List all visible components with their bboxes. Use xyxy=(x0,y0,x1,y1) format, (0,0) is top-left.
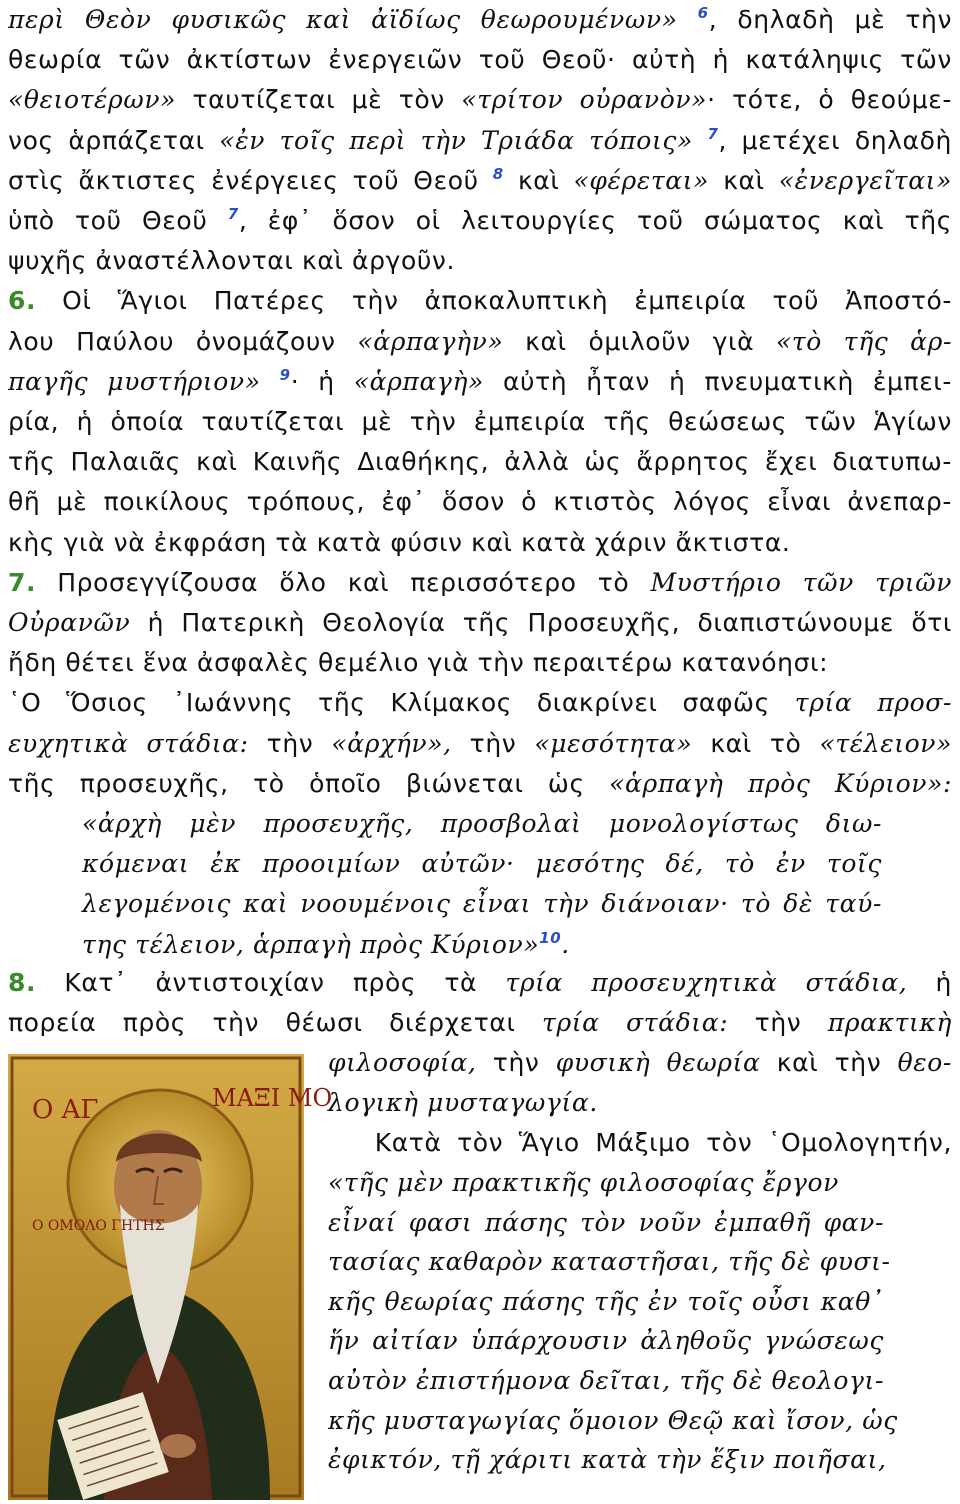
body-text-line-16: Οὐρανῶν ἡ Πατερικὴ Θεολογία τῆς Προσευχῆς, διαπιστώνουμε ὅτι xyxy=(8,608,952,637)
body-text-line-15: 7. Προσεγγίζουσα ὅλο καὶ περισσότερο τὸ Μυστήριο τῶν τριῶν xyxy=(8,567,953,597)
quote-maximos-line-1: «τῆς μὲν πρακτικῆς φιλοσοφίας ἔργον xyxy=(328,1168,839,1197)
section-8-line-2: πορεία πρὸς τὴν θέωσι διέρχεται τρία στάδια: τὴν πρακτικὴ xyxy=(8,1008,953,1038)
body-text-line-3: «θειοτέρων» ταυτίζεται μὲ τὸν «τρίτον οὐρανὸν»· τότε, ὁ θεούμε- xyxy=(8,85,953,115)
body-text-line-19: ευχητικὰ στάδια: τὴν «ἀρχήν», τὴν «μεσότητα» καὶ τὸ «τέλειον» xyxy=(8,728,952,758)
body-text-line-9: λου Παύλου ὀνομάζουν «ἁρπαγὴν» καὶ ὁμιλοῦν γιὰ «τὸ τῆς ἁρ- xyxy=(8,326,953,356)
icon-label-right: ΜΑΞΙ ΜΟ xyxy=(212,1084,333,1112)
icon-label-bottom: Ο ΟΜΟΛΟ ΓΗΤΗΣ xyxy=(32,1218,165,1234)
body-text-line-8: 6. Οἱ Ἅγιοι Πατέρες τὴν ἀποκαλυπτικὴ ἐμπειρία τοῦ Ἀποστό- xyxy=(8,286,952,316)
quote-klimakos-line-3: λεγομένοις καὶ νοουμένοις εἶναι τὴν διάνοιαν· τὸ δὲ ταύ- xyxy=(82,889,882,919)
body-text-line-4: νος ἁρπάζεται «ἐν τοῖς περὶ τὴν Τριάδα τόποις» $^7$, μετέχει δηλαδὴ xyxy=(8,124,952,155)
quote-maximos-line-2: εἶναί φασι πάσης τὸν νοῦν ἐμπαθῆ φαν- xyxy=(328,1207,884,1237)
right-column-line-2: λογικὴ μυσταγωγία. xyxy=(328,1088,598,1118)
quote-maximos-line-8: ἐφικτόν, τῇ χάριτι κατὰ τὴν ἕξιν ποιῆσαι, xyxy=(328,1445,887,1475)
saint-maximus-icon xyxy=(8,1054,333,1500)
body-text-line-14: κὴς γιὰ νὰ ἐκφράση τὰ κατὰ φύσιν καὶ κατὰ χάριν ἄκτιστα. xyxy=(8,527,791,557)
quote-klimakos-line-4: της τέλειον, ἁρπαγὴ πρὸς Κύριον»$^{10}$. xyxy=(82,928,570,959)
quote-maximos-line-5: ἥν αἰτίαν ὑπάρχουσιν ἀληθοῦς γνώσεως xyxy=(328,1326,884,1356)
body-text-line-10: παγῆς μυστήριον» $^9$· ἡ «ἁρπαγὴ» αὐτὴ ἦταν ἡ πνευματικὴ ἐμπει- xyxy=(8,365,952,396)
body-text-line-1: περὶ Θεὸν φυσικῶς καὶ ἀϊδίως θεωρουμένων» $^6$, δηλαδὴ μὲ τὴν xyxy=(8,4,953,34)
body-text-line-5: στὶς ἄκτιστες ἐνέργειες τοῦ Θεοῦ $^8$ καὶ «φέρεται» καὶ «ἐνεργεῖται» xyxy=(8,164,952,195)
body-text-line-18: ῾Ο Ὅσιος ᾿Ιωάννης τῆς Κλίμακος διακρίνει σαφῶς τρία προσ- xyxy=(8,688,952,718)
body-text-line-20: τῆς προσευχῆς, τὸ ὁποῖο βιώνεται ὡς «ἁρπαγὴ πρὸς Κύριον»: xyxy=(8,768,953,798)
section-8-line-1: 8. Κατ᾽ ἀντιστοιχίαν πρὸς τὰ τρία προσευχητικὰ στάδια, ἡ xyxy=(8,968,952,997)
body-text-line-7: ψυχῆς ἀναστέλλονται καὶ ἀργοῦν. xyxy=(8,246,456,276)
quote-maximos-line-4: κῆς θεωρίας πάσης τῆς ἐν τοῖς οὖσι καθ᾽ xyxy=(328,1286,884,1316)
body-text-line-17: ἤδη θέτει ἕνα ἀσφαλὲς θεμέλιο γιὰ τὴν περαιτέρω κατανόησι: xyxy=(8,648,829,678)
quote-klimakos-line-2: κόμεναι ἐκ προοιμίων αὐτῶν· μεσότης δέ, τὸ ἐν τοῖς xyxy=(82,849,882,879)
quote-klimakos-line-1: «ἀρχὴ μὲν προσευχῆς, προσβολαὶ μονολογίστως διω- xyxy=(82,809,882,838)
body-text-line-12: τῆς Παλαιᾶς καὶ Καινῆς Διαθήκης, ἀλλὰ ὡς ἄρρητος ἔχει διατυπω- xyxy=(8,447,952,477)
body-text-line-6: ὑπὸ τοῦ Θεοῦ $^7$, ἐφ᾽ ὅσον οἱ λειτουργίες τοῦ σώματος καὶ τῆς xyxy=(8,205,953,235)
right-column-line-1: φιλοσοφία, τὴν φυσικὴ θεωρία καὶ τὴν θεο- xyxy=(328,1048,952,1077)
body-text-line-2: θεωρία τῶν ἀκτίστων ἐνεργειῶν τοῦ Θεοῦ· αὐτὴ ἡ κατάληψις τῶν xyxy=(8,45,952,75)
right-column-line-3: Κατὰ τὸν Ἅγιο Μάξιμο τὸν ῾Ομολογητήν, xyxy=(328,1128,952,1158)
body-text-line-13: θῆ μὲ ποικίλους τρόπους, ἐφ᾽ ὅσον ὁ κτιστὸς λόγος εἶναι ἀνεπαρ- xyxy=(8,487,952,517)
quote-maximos-line-6: αὐτὸν ἐπιστήμονα δεῖται, τῆς δὲ θεολογι- xyxy=(328,1366,884,1395)
quote-maximos-line-3: τασίας καθαρὸν καταστῆσαι, τῆς δὲ φυσι- xyxy=(328,1247,891,1277)
body-text-line-11: ρία, ἡ ὁποία ταυτίζεται μὲ τὴν ἐμπειρία τῆς θεώσεως τῶν Ἁγίων xyxy=(8,407,952,436)
quote-maximos-line-7: κῆς μυσταγωγίας ὅμοιον Θεῷ καὶ ἴσον, ὡς xyxy=(328,1405,898,1435)
icon-label-left: Ο ΑΓ xyxy=(32,1095,99,1125)
